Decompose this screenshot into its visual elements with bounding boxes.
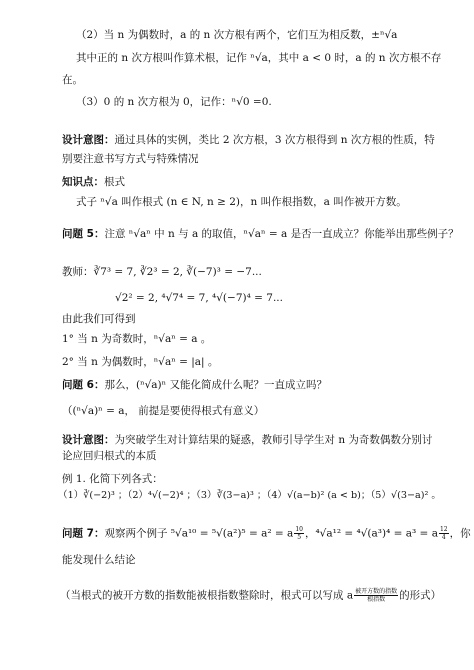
line-arithmetic-root: 其中正的 n 次方根叫作算术根，记作 ⁿ√a，其中 a < 0 时，a 的 n 次方根不存 bbox=[76, 52, 442, 64]
question-6-label: 问题 6： bbox=[62, 379, 105, 391]
even-case: 2° 当 n 为偶数时，ⁿ√aⁿ = |a| 。 bbox=[62, 356, 219, 368]
knowledge-label: 知识点： bbox=[62, 176, 104, 188]
teacher-examples-1: 教师：∛7³ = 7, ∛2³ = 2, ∛(−7)³ = −7... bbox=[62, 266, 262, 278]
conclusion-exponent-fraction: $\frac{\text{被开方数的指数}}{\text{根指数}}$ bbox=[355, 588, 398, 603]
line-zero-root: （3）0 的 n 次方根为 0，记作：ⁿ√0 =0. bbox=[76, 96, 272, 108]
question-6: 问题 6：那么，(ⁿ√a)ⁿ 又能化简成什么呢？一直成立吗？ bbox=[62, 379, 328, 391]
odd-case: 1° 当 n 为奇数时，ⁿ√aⁿ = a 。 bbox=[62, 333, 212, 345]
radical-definition: 式子 ⁿ√a 叫作根式 (n ∈ N, n ≥ 2)，n 叫作根指数，a 叫作被开方数。 bbox=[76, 196, 407, 208]
design-intent-1: 设计意图：通过具体的实例，类比 2 次方根，3 次方根得到 n 次方根的性质，特 bbox=[62, 134, 435, 146]
design-intent-2-cont: 论应回归根式的本质 bbox=[62, 450, 157, 462]
question-7: 问题 7：观察两个例子 ⁵√a¹⁰ = ⁵√(a²)⁵ = a² = a $\frac{10}{5}$ ，⁴√a¹² = ⁴√(a³)⁴ = a³ = a $\frac{12}{4}$ ，你 bbox=[62, 526, 471, 541]
derive-line: 由此我们可得到 bbox=[62, 313, 136, 325]
question-7-cont: 能发现什么结论 bbox=[62, 554, 136, 566]
question-7-label: 问题 7： bbox=[62, 527, 105, 540]
line-nonexistent: 在。 bbox=[62, 74, 83, 86]
knowledge-point: 知识点：根式 bbox=[62, 176, 125, 188]
exponent-fraction-2: $\frac{12}{4}$ bbox=[439, 526, 448, 541]
exponent-fraction-1: $\frac{10}{5}$ bbox=[295, 526, 303, 541]
conclusion: （当根式的被开方数的指数能被根指数整除时，根式可以写成 a $\frac{\text{被开方数的指数}}{\text{根指数}}$ 的形式） bbox=[60, 588, 442, 603]
example-1-title: 例 1. 化简下列各式： bbox=[62, 473, 163, 485]
question-5-label: 问题 5： bbox=[62, 228, 105, 240]
question-5: 问题 5：注意 ⁿ√aⁿ 中 n 与 a 的取值，ⁿ√aⁿ = a 是否一直成立？你能举出那些例子？ bbox=[62, 228, 459, 240]
design-intent-2: 设计意图：为突破学生对计算结果的疑惑，教师引导学生对 n 为奇数偶数分别讨 bbox=[62, 434, 433, 446]
question-6-answer: （(ⁿ√a)ⁿ = a， 前提是要使得根式有意义） bbox=[62, 405, 265, 417]
line-even-root: （2）当 n 为偶数时，a 的 n 次方根有两个，它们互为相反数，±ⁿ√a bbox=[76, 29, 398, 41]
design-intent-label-2: 设计意图： bbox=[62, 434, 115, 446]
teacher-examples-2: √2² = 2, ⁴√7⁴ = 7, ⁴√(−7)⁴ = 7... bbox=[115, 292, 283, 304]
design-intent-label: 设计意图： bbox=[62, 134, 115, 146]
design-intent-1-cont: 别要注意书写方式与特殊情况 bbox=[62, 153, 199, 165]
example-1-items: （1）∛(−2)³ ；（2）⁴√(−2)⁴ ；（3）∛(3−a)³ ；（4）√(a−b)² (a < b)；（5）√(3−a)² 。 bbox=[58, 490, 441, 501]
